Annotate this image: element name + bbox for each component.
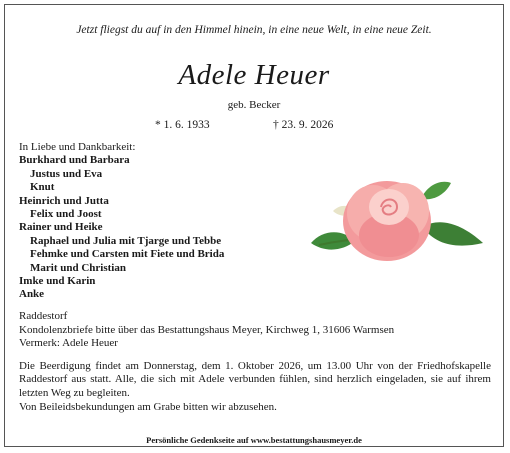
- memorial-page-link[interactable]: Persönliche Gedenkseite auf www.bestattungshausmeyer.de: [146, 435, 362, 445]
- mourner-row: Imke und Karin: [19, 275, 96, 288]
- rose-petal: [369, 189, 409, 225]
- obituary-notice: [4, 4, 504, 447]
- mourner-row: Fehmke und Carsten mit Fiete und Brida: [30, 248, 225, 261]
- condolence-address: Kondolenzbriefe bitte über das Bestattungshaus Meyer, Kirchweg 1, 31606 Warmsen: [19, 323, 395, 336]
- mourner-row: Felix und Joost: [30, 208, 102, 221]
- mourners-list: [19, 141, 224, 302]
- mourner-row: Burkhard und Barbara: [19, 154, 130, 167]
- rose-leaf: [423, 222, 483, 245]
- mourner-row: Heinrich und Jutta: [19, 194, 109, 207]
- funeral-details: Die Beerdigung findet am Donnerstag, dem 1. Oktober 2026, um 13.00 Uhr von der Friedhofskapelle Raddestorf aus statt. Alle, die sich mit Adele verbunden fühlen, sind herzlich eingeladen, sie auf ihrem letzten Weg zu begleiten.: [19, 359, 491, 399]
- deceased-name: Adele Heuer: [178, 59, 330, 91]
- mourners-intro: In Liebe und Dankbarkeit:: [19, 141, 136, 153]
- mourner-row: Anke: [19, 288, 45, 301]
- funeral-information: [19, 310, 491, 414]
- mourner-row: Raphael und Julia mit Tjarge und Tebbe: [30, 234, 222, 247]
- mourner-row: Rainer und Heike: [19, 221, 103, 234]
- mourner-row: Marit und Christian: [30, 261, 126, 274]
- mourner-row: Justus und Eva: [30, 167, 103, 180]
- motto: Jetzt fliegst du auf in den Himmel hinein, in eine neue Welt, in eine neue Zeit.: [76, 24, 432, 36]
- rose-leaf: [421, 182, 451, 200]
- pink-rose-image: [305, 165, 485, 265]
- place: Raddestorf: [19, 310, 68, 322]
- birth-date: * 1. 6. 1933: [155, 119, 210, 131]
- death-date: † 23. 9. 2026: [273, 119, 334, 131]
- birth-name: geb. Becker: [227, 99, 281, 111]
- mourner-row: Knut: [30, 181, 55, 194]
- condolence-note: Vermerk: Adele Heuer: [19, 337, 118, 350]
- condolence-request: Von Beileidsbekundungen am Grabe bitten wir abzusehen.: [19, 400, 277, 413]
